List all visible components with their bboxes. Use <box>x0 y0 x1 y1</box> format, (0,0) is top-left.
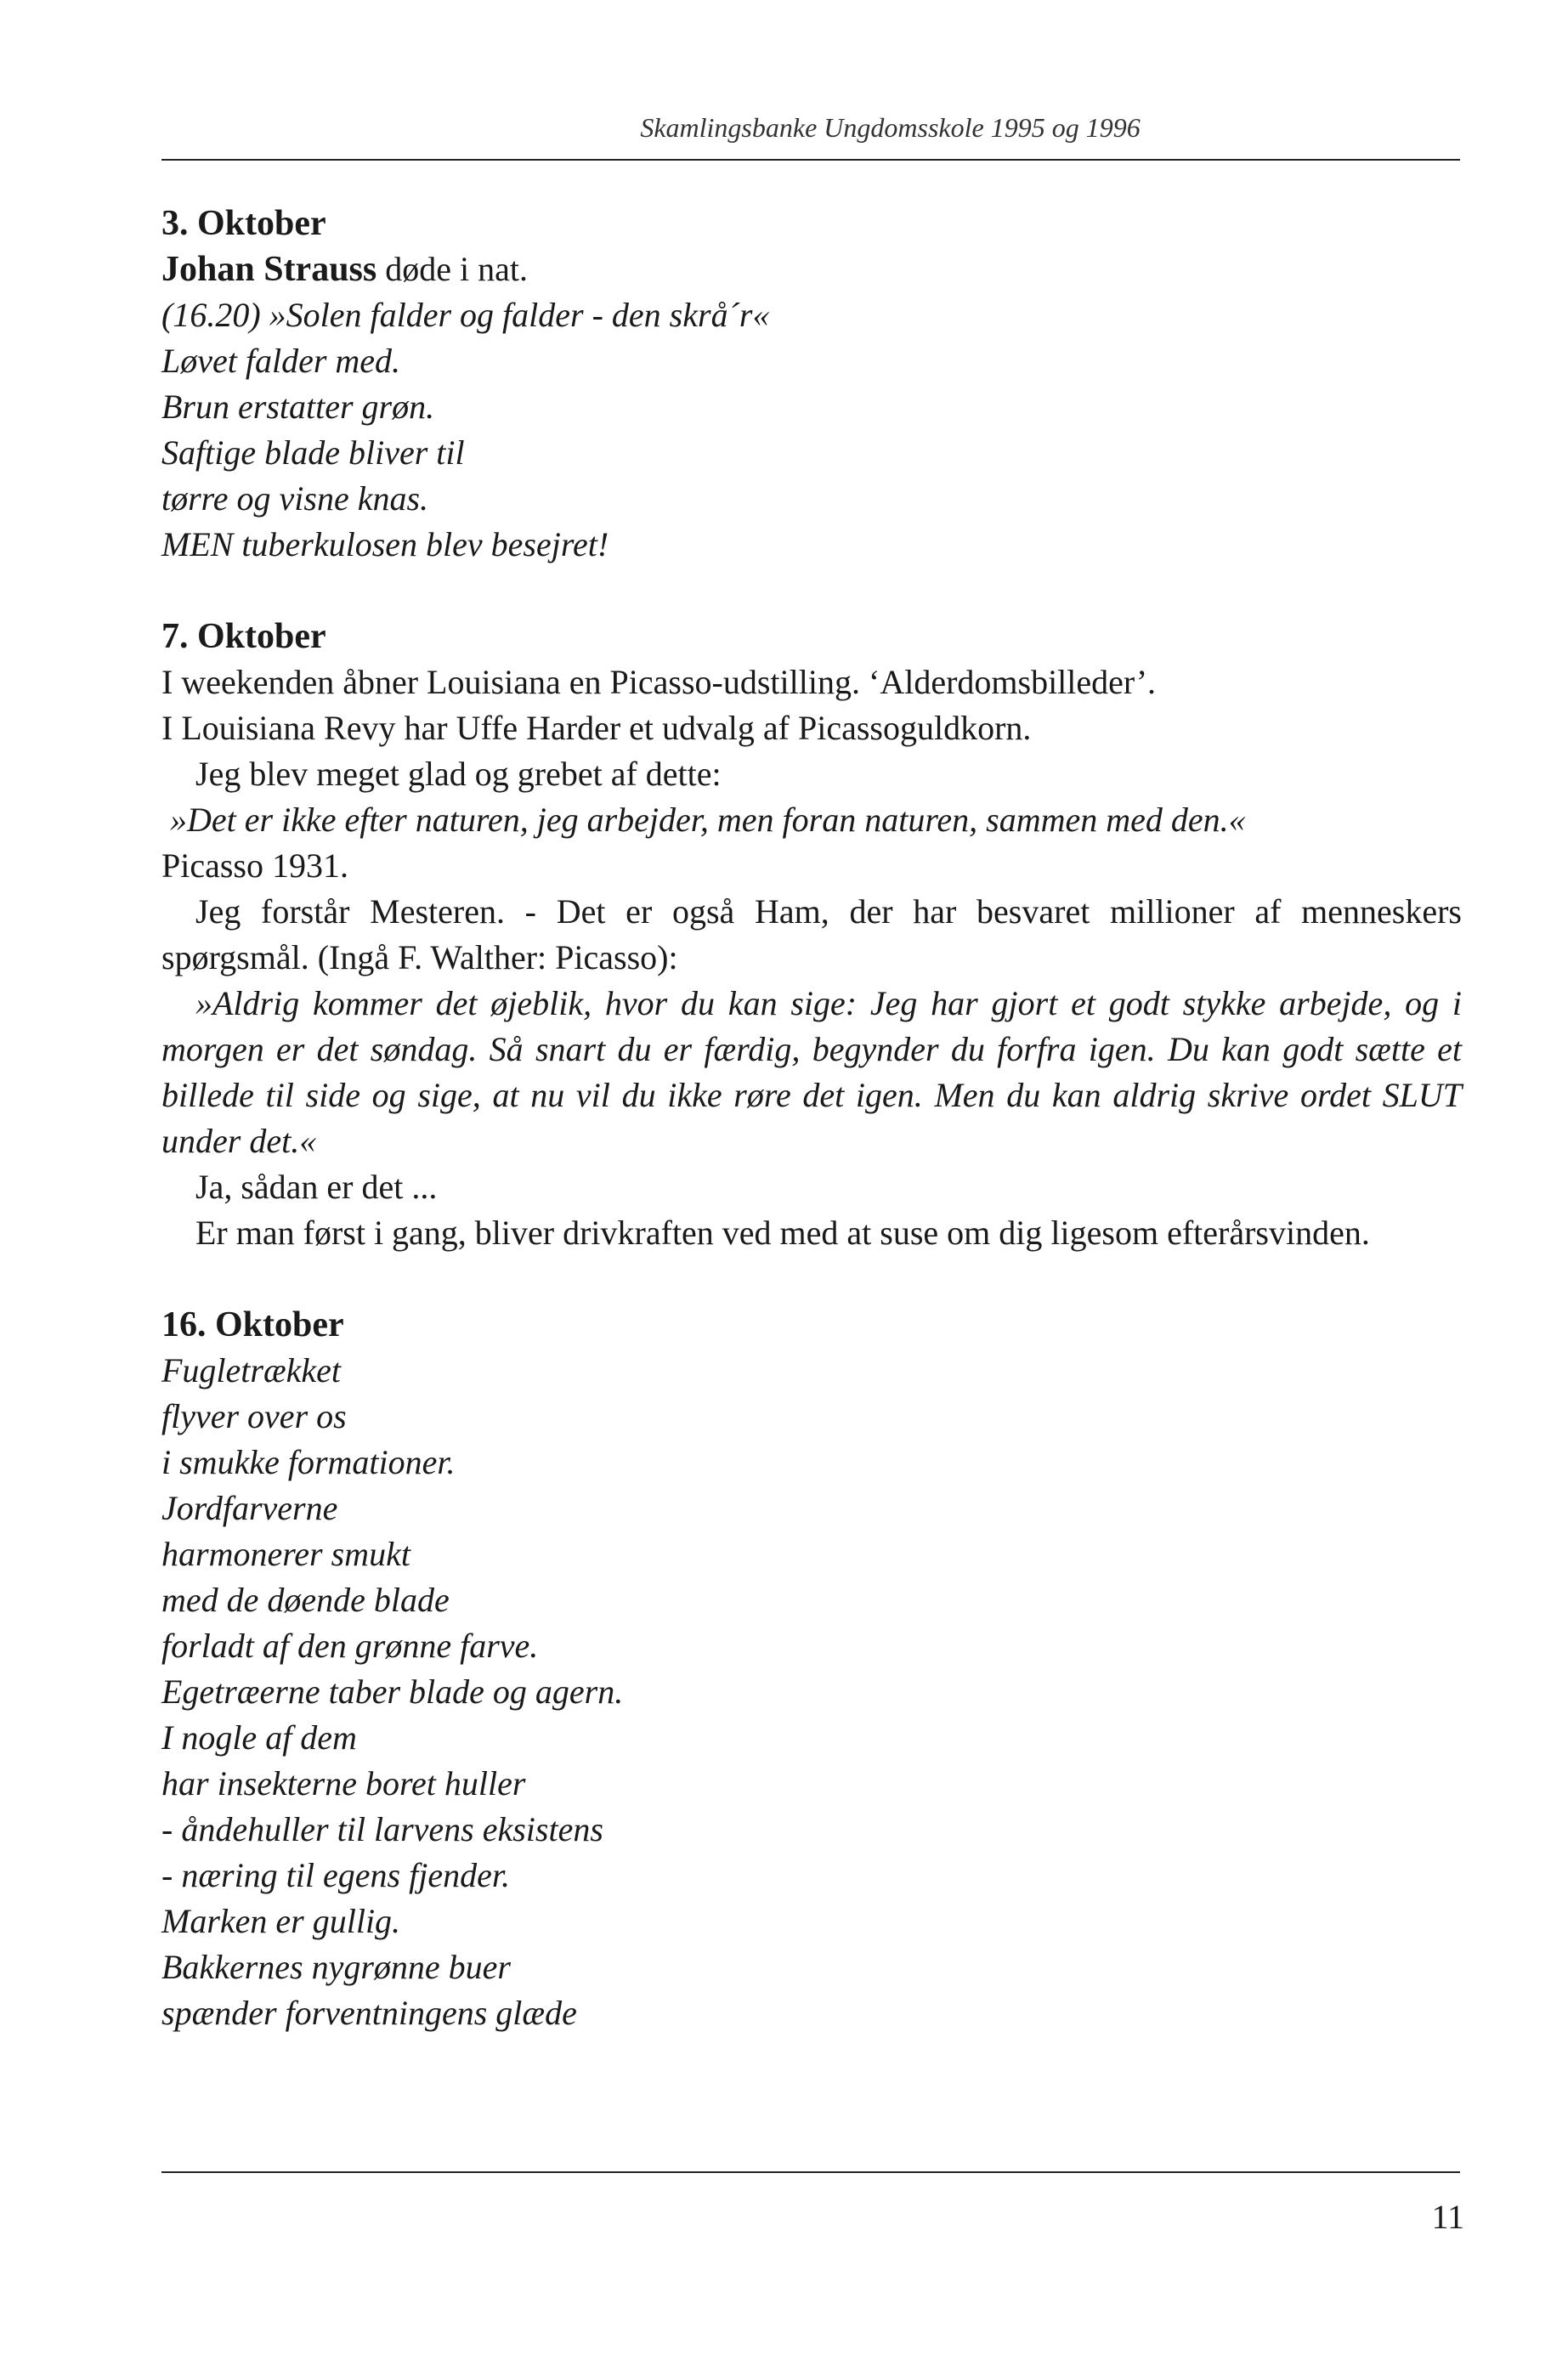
poem-line: Egetræerne taber blade og agern. <box>161 1672 624 1711</box>
page-number: 11 <box>1431 2198 1464 2236</box>
poem-line: forladt af den grønne farve. <box>161 1627 539 1665</box>
poem-line: tørre og visne knas. <box>161 479 429 518</box>
poem-line: Bakkernes nygrønne buer <box>161 1948 511 1986</box>
paragraph: Ja, sådan er det ... <box>195 1168 438 1206</box>
poem-line: harmonerer smukt <box>161 1535 410 1573</box>
poem-line: har insekterne boret huller <box>161 1764 526 1803</box>
poem-line: i smukke formationer. <box>161 1443 456 1481</box>
entry-3-oktober <box>161 201 1462 568</box>
entry-date: 3. Oktober <box>161 204 326 243</box>
poem-line: Marken er gullig. <box>161 1902 401 1940</box>
poem-line: - åndehuller til larvens eksistens <box>161 1810 603 1848</box>
quote: »Aldrig kommer det øjeblik, hvor du kan sige: Jeg har gjort et godt stykke arbejde, og i morgen er det søndag. Så snart du er færdig, begynder du forfra igen. Du kan godt sætte et billede til side og sige, at nu vil du ikke røre det igen. Men du kan aldrig skrive ordet SLUT under det.« <box>161 984 1462 1160</box>
poem <box>161 1348 1462 2036</box>
text-line: I Louisiana Revy har Uffe Harder et udvalg af Picassoguldkorn. <box>161 709 1032 747</box>
paragraph: Jeg forstår Mesteren. - Det er også Ham, der har besvaret millioner af menneskers spørgsmål. (Ingå F. Walther: Picasso): <box>161 892 1462 976</box>
entry-16-oktober <box>161 1302 1462 2036</box>
poem-line: med de døende blade <box>161 1581 450 1619</box>
header-rule <box>161 159 1460 161</box>
intro-rest: døde i nat. <box>376 250 528 288</box>
entry-7-oktober <box>161 614 1462 1256</box>
page-content <box>161 201 1462 2036</box>
poem <box>161 292 1462 568</box>
spacer <box>161 568 1462 614</box>
running-header: Skamlingsbanke Ungdomsskole 1995 og 1996 <box>640 112 1141 143</box>
poem-line: MEN tuberkulosen blev besejret! <box>161 525 609 563</box>
poem-line: I nogle af dem <box>161 1718 357 1757</box>
footer-rule <box>161 2171 1460 2173</box>
spacer <box>161 1256 1462 1302</box>
entry-intro <box>161 246 1462 292</box>
entry-date: 7. Oktober <box>161 617 326 656</box>
poem-line: - næring til egens fjender. <box>161 1856 510 1894</box>
quote: »Det er ikke efter naturen, jeg arbejder, men foran naturen, sammen med den.« <box>170 801 1246 839</box>
paragraph: Jeg blev meget glad og grebet af dette: <box>195 755 722 793</box>
quote-attribution: Picasso 1931. <box>161 846 348 885</box>
poem-line: Jordfarverne <box>161 1489 338 1527</box>
poem-line: Fugletrækket <box>161 1351 342 1389</box>
entry-date: 16. Oktober <box>161 1305 344 1344</box>
paragraph: Er man først i gang, bliver drivkraften ved med at suse om dig ligesom efterårsvinden. <box>195 1214 1370 1252</box>
poem-line: Løvet falder med. <box>161 342 401 380</box>
poem-line: (16.20) »Solen falder og falder - den skrå´r« <box>161 296 770 334</box>
poem-line: spænder forventningens glæde <box>161 1994 577 2032</box>
poem-line: Saftige blade bliver til <box>161 433 465 472</box>
text-line: I weekenden åbner Louisiana en Picasso-udstilling. ‘Alderdomsbilleder’. <box>161 663 1157 701</box>
poem-line: flyver over os <box>161 1397 347 1435</box>
poem-line: Brun erstatter grøn. <box>161 388 435 426</box>
intro-bold: Johan Strauss <box>161 250 377 289</box>
